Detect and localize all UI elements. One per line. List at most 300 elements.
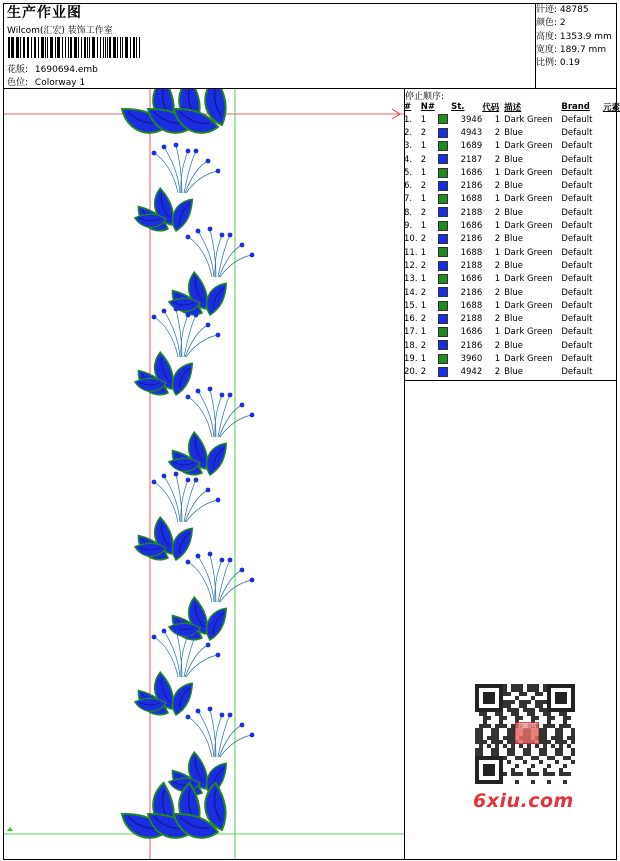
qr-module [499,712,503,716]
row-brand: Default [561,274,593,285]
qr-module [511,752,515,756]
qr-module [487,736,491,740]
qr-module [559,736,563,740]
qr-module [479,712,483,716]
color-swatch [438,301,448,311]
row-stitches: 2186 [460,234,483,245]
row-description: Blue [504,154,523,165]
qr-module [543,708,547,712]
qr-module [559,748,563,752]
qr-module [515,716,519,720]
qr-module [511,768,515,772]
qr-module [559,772,563,776]
embroidery-motif [135,307,221,399]
barcode-bar [55,37,56,58]
row-description: Blue [504,181,523,192]
stat-scale: 比例: 0.19 [536,58,580,69]
qr-module [515,708,519,712]
barcode-bar [81,37,82,58]
barcode-bar [109,37,111,58]
barcode-bar [8,37,10,58]
design-file-row [7,62,98,75]
row-brand: Default [561,287,593,298]
qr-module [527,700,531,704]
row-stitches: 1686 [460,221,483,232]
barcode-bar [47,37,48,58]
row-description: Dark Green [504,194,553,205]
row-description: Blue [504,260,523,271]
qr-module [475,736,479,740]
table-row [404,206,620,219]
barcode-bar [57,37,60,58]
row-brand: Default [561,340,593,351]
qr-module [559,768,563,772]
row-stitches: 1688 [460,300,483,311]
qr-module [503,724,507,728]
row-index: 11. [404,247,418,258]
row-code: 1 [494,194,501,205]
embroidery-motif [169,552,255,644]
qr-module [563,712,567,716]
qr-module [507,736,511,740]
row-index: 7. [404,194,413,205]
qr-module [515,780,519,784]
qr-module [507,692,511,696]
row-code: 1 [494,327,501,338]
row-code: 1 [494,353,501,364]
qr-module [567,744,571,748]
table-row [404,273,620,286]
row-description: Blue [504,207,523,218]
table-row [404,233,620,246]
qr-module [527,712,531,716]
barcode-bar [34,37,36,58]
embroidery-motif [135,143,221,235]
qr-module [539,732,543,736]
qr-module [515,772,519,776]
qr-module [547,720,551,724]
row-code: 1 [494,247,501,258]
qr-module [519,704,523,708]
embroidery-motif [169,707,255,799]
qr-module [527,744,531,748]
qr-module [563,764,567,768]
color-swatch [438,128,448,138]
barcode-bar [105,37,106,58]
qr-module [531,772,535,776]
end-marker-icon [7,827,13,831]
color-swatch [438,247,448,257]
table-row [404,259,620,272]
row-index: 14. [404,287,418,298]
qr-module [543,724,547,728]
row-stitches: 1689 [460,141,483,152]
row-brand: Default [561,300,593,311]
table-row [404,193,620,206]
row-stitches: 3946 [460,114,483,125]
table-row [404,246,620,259]
row-description: Dark Green [504,167,553,178]
qr-module [495,740,499,744]
row-code: 2 [494,234,501,245]
row-description: Dark Green [504,327,553,338]
table-row [404,153,620,166]
barcode-bar [107,37,108,58]
row-swatch [438,299,451,312]
qr-module [571,732,575,736]
row-index: 9. [404,221,413,232]
row-swatch [438,206,451,219]
qr-module [567,736,571,740]
row-needle: 2 [420,367,427,378]
header-stitches: St. [451,102,465,112]
row-code: 2 [494,314,501,325]
row-brand: Default [561,353,593,364]
row-code: 2 [494,207,501,218]
row-stitches: 4942 [460,367,483,378]
row-description: Dark Green [504,300,553,311]
qr-module [543,744,547,748]
qr-module [475,728,479,732]
barcode-bar [120,37,121,58]
qr-module [563,724,567,728]
qr-module [535,688,539,692]
barcode-bar [84,37,86,58]
qr-module [487,716,491,720]
qr-module [515,756,519,760]
barcode-bar [62,37,63,58]
row-needle: 2 [420,287,427,298]
row-needle: 1 [420,141,427,152]
qr-module [543,728,547,732]
qr-module [483,716,487,720]
row-description: Blue [504,127,523,138]
qr-module [535,744,539,748]
row-description: Blue [504,234,523,245]
qr-module [475,740,479,744]
row-index: 1. [404,114,413,125]
barcode-bar [20,37,21,58]
qr-module [535,700,539,704]
qr-finder [555,692,567,704]
table-row [404,326,620,339]
row-brand: Default [561,207,593,218]
barcode-bar [139,37,140,58]
qr-module [511,708,515,712]
qr-module [543,748,547,752]
row-code: 1 [494,167,501,178]
qr-module [511,684,515,688]
row-code: 2 [494,287,501,298]
qr-module [547,724,551,728]
qr-module [479,748,483,752]
barcode-bar [117,37,118,58]
barcode-bar [89,37,90,58]
barcode-bar [31,37,32,58]
row-code: 2 [494,181,501,192]
barcode-bar [92,37,95,58]
qr-module [523,708,527,712]
barcode-bar [68,37,69,58]
qr-module [503,704,507,708]
qr-module [539,740,543,744]
qr-module [527,748,531,752]
qr-module [495,724,499,728]
qr-module [543,700,547,704]
qr-module [551,756,555,760]
qr-module [523,704,527,708]
row-swatch [438,140,451,153]
table-header-row [404,101,620,113]
qr-module [503,692,507,696]
row-needle: 2 [420,127,427,138]
qr-module [559,724,563,728]
qr-module [527,772,531,776]
qr-module [511,700,515,704]
qr-module [495,732,499,736]
qr-module [531,684,535,688]
table-row [404,140,620,153]
row-swatch [438,273,451,286]
barcode [8,37,142,58]
color-swatch [438,168,448,178]
qr-module [535,704,539,708]
stop-sequence-title: 停止顺序: [405,92,445,102]
colorway-label: 色位: [7,78,29,88]
qr-module [503,716,507,720]
qr-module [503,700,507,704]
row-code: 2 [494,127,501,138]
qr-module [519,716,523,720]
row-code: 1 [494,114,501,125]
site-watermark-logo: 6xiu.com [473,790,574,812]
row-swatch [438,286,451,299]
qr-module [495,752,499,756]
row-index: 18. [404,340,418,351]
qr-module [523,692,527,696]
qr-module [483,724,487,728]
row-swatch [438,312,451,325]
design-preview [4,89,404,859]
qr-module [559,712,563,716]
page-title: 生产作业图 [7,5,82,21]
row-swatch [438,352,451,365]
row-brand: Default [561,221,593,232]
barcode-bar [87,37,88,58]
row-swatch [438,126,451,139]
row-stitches: 2188 [460,260,483,271]
qr-module [551,724,555,728]
qr-module [563,772,567,776]
qr-module [563,780,567,784]
qr-module [503,688,507,692]
qr-module [559,740,563,744]
row-swatch [438,326,451,339]
qr-module [547,756,551,760]
color-swatch [438,314,448,324]
row-stitches: 2188 [460,207,483,218]
row-index: 20. [404,367,418,378]
qr-module [543,752,547,756]
table-row [404,126,620,139]
qr-module [519,772,523,776]
qr-module [543,768,547,772]
colorway-row [7,75,85,88]
embroidery-motif [169,227,255,319]
row-description: Blue [504,367,523,378]
row-brand: Default [561,194,593,205]
color-swatch [438,340,448,350]
color-swatch [438,261,448,271]
row-code: 1 [494,141,501,152]
qr-module [503,744,507,748]
qr-module [571,760,575,764]
row-needle: 1 [420,353,427,364]
row-code: 1 [494,300,501,311]
color-swatch [438,287,448,297]
row-index: 4. [404,154,413,165]
qr-module [479,732,483,736]
embroidery-motif [135,627,221,719]
qr-module [523,700,527,704]
qr-module [479,740,483,744]
stats-panel [536,4,612,70]
qr-module [519,756,523,760]
qr-module [543,732,547,736]
barcode-bar [136,37,137,58]
row-stitches: 2186 [460,287,483,298]
qr-module [543,684,547,688]
row-brand: Default [561,114,593,125]
row-stitches: 3960 [460,353,483,364]
row-code: 1 [494,221,501,232]
watermark-stamp: 我图网 [515,722,539,744]
stat-height: 高度: 1353.9 mm [536,31,612,42]
qr-module [555,740,559,744]
barcode-bar [97,37,98,58]
qr-module [475,748,479,752]
qr-module [527,684,531,688]
stat-colors: 颜色: 2 [536,18,566,29]
barcode-bar [125,37,128,58]
qr-module [535,756,539,760]
qr-module [491,728,495,732]
row-brand: Default [561,234,593,245]
qr-module [543,772,547,776]
qr-module [495,748,499,752]
qr-module [555,760,559,764]
table-row [404,219,620,232]
design-file-name: 1690694.emb [34,65,98,75]
qr-module [515,696,519,700]
qr-module [551,772,555,776]
color-swatch [438,274,448,284]
qr-module [511,772,515,776]
row-needle: 2 [420,181,427,192]
row-code: 2 [494,340,501,351]
row-index: 6. [404,181,413,192]
qr-module [503,756,507,760]
qr-module [567,724,571,728]
barcode-bar [16,37,19,58]
qr-module [531,764,535,768]
stop-sequence-table [404,101,620,379]
colorway-value: Colorway 1 [34,78,86,88]
qr-module [563,740,567,744]
table-row [404,352,620,365]
color-swatch [438,221,448,231]
qr-module [571,736,575,740]
qr-module [555,748,559,752]
row-swatch [438,179,451,192]
row-stitches: 1686 [460,274,483,285]
color-swatch [438,234,448,244]
qr-module [495,728,499,732]
row-brand: Default [561,260,593,271]
qr-module [475,732,479,736]
barcode-bar [11,37,14,58]
row-brand: Default [561,127,593,138]
row-description: Dark Green [504,141,553,152]
table-row [404,179,620,192]
qr-module [491,732,495,736]
barcode-bar [100,37,101,58]
row-index: 3. [404,141,413,152]
qr-module [491,748,495,752]
qr-module [507,708,511,712]
qr-module [571,752,575,756]
barcode-bar [50,37,53,58]
qr-module [547,780,551,784]
qr-module [519,692,523,696]
qr-module [531,708,535,712]
header-index: # [404,102,412,112]
row-swatch [438,339,451,352]
color-swatch [438,114,448,124]
row-description: Dark Green [504,114,553,125]
qr-module [515,684,519,688]
table-row [404,286,620,299]
qr-module [523,748,527,752]
row-description: Blue [504,340,523,351]
barcode-bar [70,37,72,58]
qr-module [515,712,519,716]
row-code: 2 [494,260,501,271]
qr-module [531,756,535,760]
barcode-bar [23,37,25,58]
qr-module [487,724,491,728]
barcode-bar [78,37,79,58]
row-brand: Default [561,367,593,378]
company-name: Wilcom(汇宏) 装饰工作室 [7,26,113,36]
row-brand: Default [561,247,593,258]
qr-module [559,744,563,748]
qr-module [547,712,551,716]
qr-module [483,740,487,744]
qr-module [527,768,531,772]
top-border-embroidery [122,89,243,140]
row-index: 15. [404,300,418,311]
qr-module [519,700,523,704]
qr-module [519,688,523,692]
row-needle: 2 [420,207,427,218]
table-row [404,113,620,126]
row-description: Dark Green [504,274,553,285]
qr-module [531,696,535,700]
row-description: Blue [504,314,523,325]
row-brand: Default [561,181,593,192]
row-needle: 1 [420,300,427,311]
